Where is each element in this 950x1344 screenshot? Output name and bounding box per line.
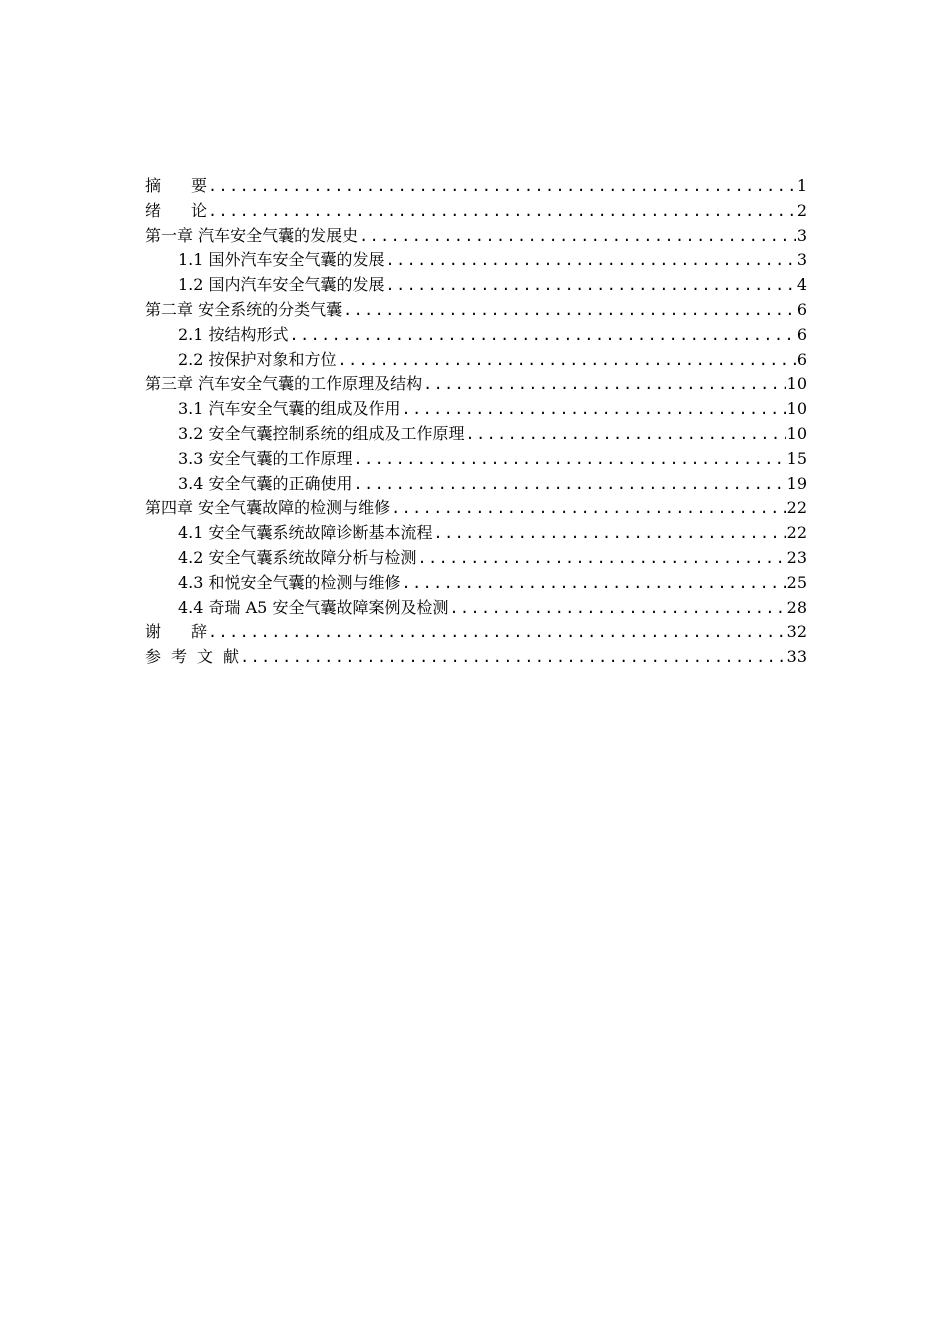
toc-entry-title: 4.3 和悦安全气囊的检测与维修 — [178, 572, 401, 592]
toc-entry-page: 3 — [796, 225, 807, 245]
toc-entry-title: 4.1 安全气囊系统故障诊断基本流程 — [178, 523, 433, 543]
toc-entry-page: 6 — [796, 299, 807, 319]
dot-leader — [466, 422, 786, 447]
toc-entry-section-2-1[interactable] — [145, 323, 807, 348]
dot-leader — [386, 273, 796, 298]
toc-entry-title: 第一章 汽车安全气囊的发展史 — [145, 225, 359, 245]
toc-entry-page: 2 — [796, 200, 807, 220]
toc-entry-section-2-2[interactable] — [145, 348, 807, 373]
toc-entry-introduction[interactable] — [145, 199, 807, 224]
toc-entry-page: 22 — [786, 523, 807, 543]
toc-entry-page: 6 — [796, 324, 807, 344]
toc-entry-chapter-3[interactable] — [145, 372, 807, 397]
dot-leader — [208, 199, 796, 224]
toc-entry-section-1-1[interactable] — [145, 248, 807, 273]
toc-entry-section-3-2[interactable] — [145, 422, 807, 447]
dot-leader — [402, 571, 786, 596]
toc-entry-page: 32 — [786, 622, 807, 642]
toc-entry-chapter-2[interactable] — [145, 298, 807, 323]
table-of-contents — [145, 174, 807, 670]
toc-entry-page: 6 — [796, 349, 807, 369]
toc-entry-title: 3.4 安全气囊的正确使用 — [178, 473, 353, 493]
toc-entry-acknowledgements[interactable] — [145, 620, 807, 645]
dot-leader — [434, 521, 786, 546]
toc-entry-title: 摘要 — [145, 176, 208, 195]
toc-entry-chapter-4[interactable] — [145, 496, 807, 521]
dot-leader — [418, 546, 786, 571]
toc-entry-title: 第四章 安全气囊故障的检测与维修 — [145, 498, 391, 518]
toc-entry-page: 33 — [786, 647, 807, 667]
toc-entry-page: 15 — [786, 448, 807, 468]
toc-entry-title: 1.1 国外汽车安全气囊的发展 — [178, 250, 385, 270]
toc-entry-page: 3 — [796, 250, 807, 270]
toc-entry-title: 1.2 国内汽车安全气囊的发展 — [178, 275, 385, 295]
toc-entry-title: 3.1 汽车安全气囊的组成及作用 — [178, 399, 401, 419]
toc-entry-references[interactable] — [145, 645, 807, 670]
dot-leader — [391, 496, 786, 521]
toc-entry-section-3-1[interactable] — [145, 397, 807, 422]
dot-leader — [423, 372, 786, 397]
toc-entry-section-4-3[interactable] — [145, 571, 807, 596]
toc-entry-page: 28 — [786, 597, 807, 617]
toc-entry-page: 4 — [796, 275, 807, 295]
dot-leader — [359, 224, 796, 249]
toc-entry-section-1-2[interactable] — [145, 273, 807, 298]
dot-leader — [354, 447, 786, 472]
dot-leader — [449, 596, 785, 621]
dot-leader — [338, 348, 796, 373]
dot-leader — [402, 397, 786, 422]
toc-entry-section-4-2[interactable] — [145, 546, 807, 571]
toc-entry-page: 22 — [786, 498, 807, 518]
toc-entry-page: 10 — [786, 399, 807, 419]
toc-entry-title: 谢辞 — [145, 622, 208, 642]
toc-entry-title: 第三章 汽车安全气囊的工作原理及结构 — [145, 374, 423, 394]
toc-entry-section-3-4[interactable] — [145, 472, 807, 497]
toc-entry-title: 4.2 安全气囊系统故障分析与检测 — [178, 547, 417, 567]
toc-entry-title: 绪论 — [145, 200, 208, 220]
toc-entry-title: 3.3 安全气囊的工作原理 — [178, 448, 353, 468]
dot-leader — [386, 248, 796, 273]
dot-leader — [354, 472, 786, 497]
dot-leader — [343, 298, 796, 323]
toc-entry-title: 2.2 按保护对象和方位 — [178, 349, 337, 369]
toc-entry-section-3-3[interactable] — [145, 447, 807, 472]
toc-entry-chapter-1[interactable] — [145, 224, 807, 249]
toc-entry-page: 10 — [786, 423, 807, 443]
toc-entry-title: 2.1 按结构形式 — [178, 324, 289, 344]
dot-leader — [240, 645, 786, 670]
toc-entry-title: 3.2 安全气囊控制系统的组成及工作原理 — [178, 423, 465, 443]
toc-entry-abstract[interactable] — [145, 174, 807, 199]
dot-leader — [290, 323, 796, 348]
toc-entry-title: 参考文献 — [145, 647, 240, 667]
toc-entry-page: 1 — [796, 176, 807, 195]
toc-entry-page: 23 — [786, 547, 807, 567]
toc-entry-title: 4.4 奇瑞 A5 安全气囊故障案例及检测 — [178, 597, 449, 617]
toc-entry-page: 19 — [786, 473, 807, 493]
toc-entry-page: 10 — [786, 374, 807, 394]
toc-entry-section-4-4[interactable] — [145, 596, 807, 621]
dot-leader — [208, 620, 786, 645]
dot-leader — [208, 174, 796, 199]
toc-entry-title: 第二章 安全系统的分类气囊 — [145, 299, 343, 319]
toc-entry-section-4-1[interactable] — [145, 521, 807, 546]
toc-entry-page: 25 — [786, 572, 807, 592]
